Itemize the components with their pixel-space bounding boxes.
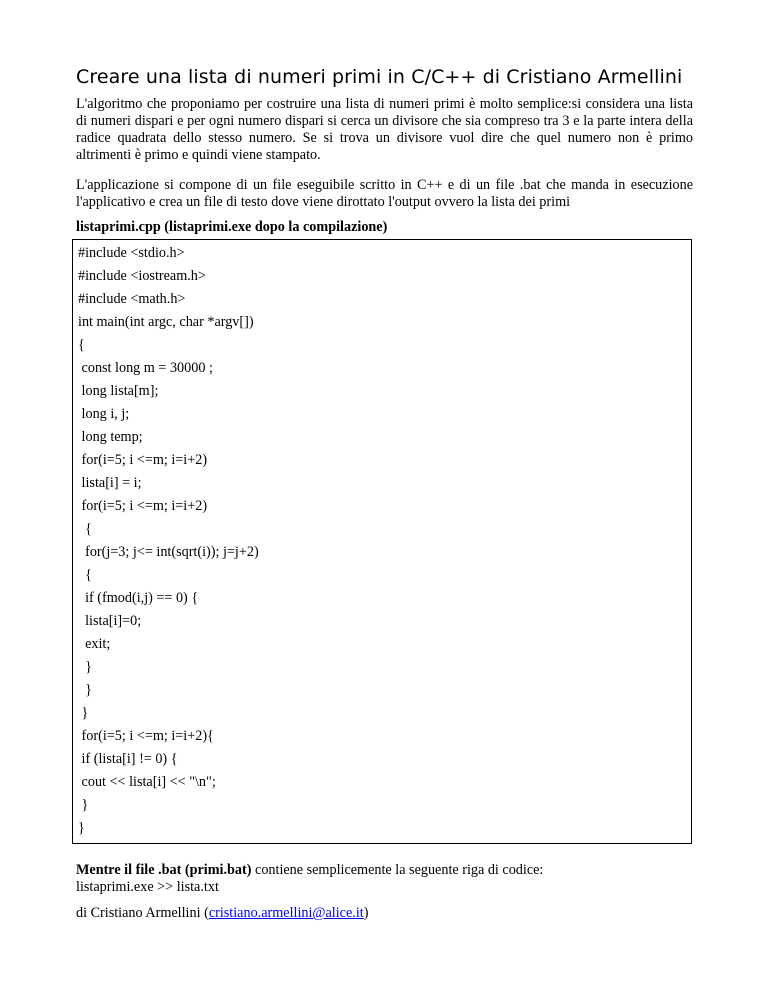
document-title: Creare una lista di numeri primi in C/C++ di Cristiano Armellini — [76, 66, 683, 88]
code-line: } — [78, 659, 92, 675]
author-email-link[interactable]: cristiano.armellini@alice.it — [208, 905, 364, 921]
intro-paragraph: L'algoritmo che proponiamo per costruire una lista di numeri primi è molto semplice:si considera una lista di numeri dispari e per ogni numero dispari si cerca un divisore che sia compreso tra 3 e la parte intera della radice quadrata dello stesso numero. Se si trova un divisore vuol dire che quel numero non è primo altrimenti è primo e quindi viene stampato. — [76, 96, 693, 163]
code-line: exit; — [78, 636, 111, 652]
author-prefix: di Cristiano Armellini ( — [76, 905, 209, 921]
code-line: { — [78, 567, 92, 583]
code-line: #include <stdio.h> — [78, 245, 185, 261]
code-line: for(i=5; i <=m; i=i+2){ — [78, 728, 214, 744]
code-heading: listaprimi.cpp (listaprimi.exe dopo la compilazione) — [76, 219, 388, 235]
author-suffix: ) — [363, 905, 369, 921]
code-line: } — [78, 682, 92, 698]
code-line: lista[i]=0; — [78, 613, 142, 629]
code-line: cout << lista[i] << "\n"; — [78, 774, 216, 790]
code-line: #include <iostream.h> — [78, 268, 206, 284]
code-line: long lista[m]; — [78, 383, 159, 399]
code-line: for(j=3; j<= int(sqrt(i)); j=j+2) — [78, 544, 259, 560]
code-line: long temp; — [78, 429, 143, 445]
code-box — [72, 239, 692, 844]
code-line: const long m = 30000 ; — [78, 360, 213, 376]
code-line: #include <math.h> — [78, 291, 186, 307]
code-line: lista[i] = i; — [78, 475, 142, 491]
code-line: long i, j; — [78, 406, 130, 422]
code-line: { — [78, 337, 85, 353]
bat-description — [76, 862, 543, 879]
code-line: { — [78, 521, 92, 537]
bat-command: listaprimi.exe >> lista.txt — [76, 879, 219, 895]
code-line: int main(int argc, char *argv[]) — [78, 314, 254, 330]
code-line: } — [78, 820, 85, 836]
bat-intro-bold: Mentre il file .bat (primi.bat) — [76, 862, 252, 878]
bat-intro-rest: contiene semplicemente la seguente riga di codice: — [251, 862, 544, 878]
code-line: } — [78, 797, 89, 813]
code-line: } — [78, 705, 89, 721]
second-paragraph: L'applicazione si compone di un file eseguibile scritto in C++ e di un file .bat che manda in esecuzione l'applicativo e crea un file di testo dove viene dirottato l'output ovvero la lista dei primi — [76, 177, 693, 210]
code-line: for(i=5; i <=m; i=i+2) — [78, 452, 208, 468]
code-line: if (lista[i] != 0) { — [78, 751, 178, 767]
code-line: if (fmod(i,j) == 0) { — [78, 590, 199, 606]
code-line: for(i=5; i <=m; i=i+2) — [78, 498, 208, 514]
author-line — [76, 905, 368, 922]
